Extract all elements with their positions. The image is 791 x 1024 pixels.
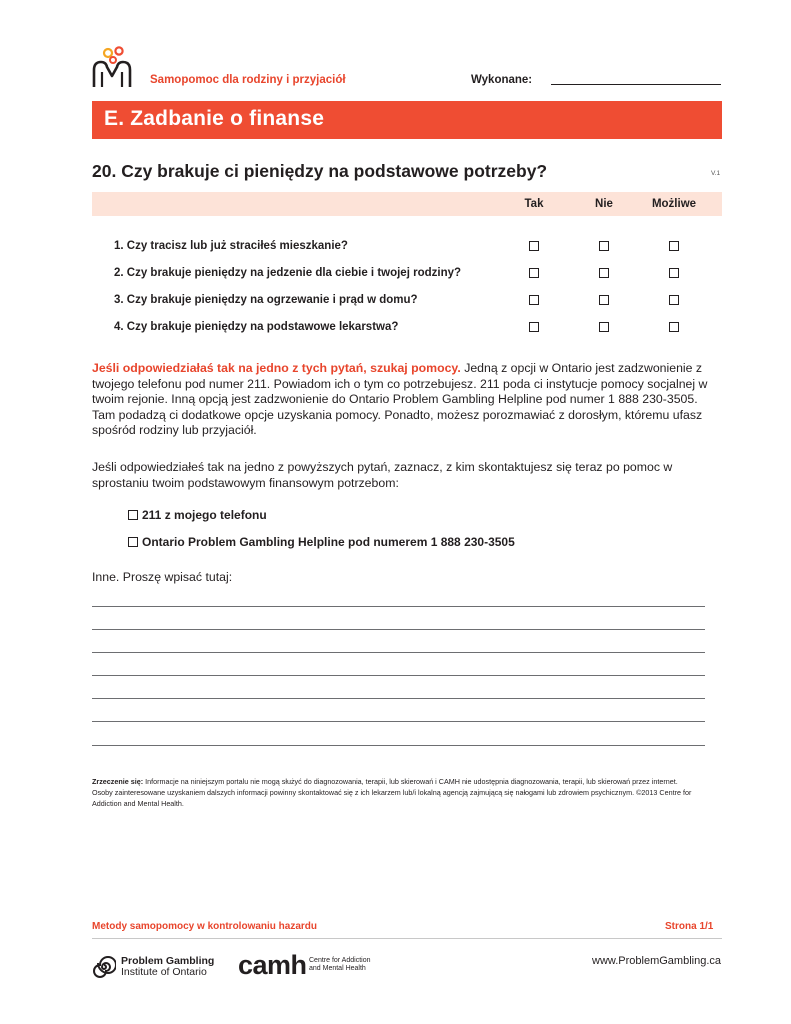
camh-subtitle-line2: and Mental Health <box>309 965 366 972</box>
disclaimer-text: Informacje na niniejszym portalu nie mogą służyć do diagnozowania, terapii, lub skierowań i CAMH nie udostępnia diagnozowania, terapii, lub skierowań przez internet. Osoby zainteresowane uzyskaniem dalszych informacji powinny skontaktować się z ich lekarzem lub/i lokalną agencją zajmującą się nałogami lub zdrowiem psychicznym. ©2013 Centre for Addiction and Mental Health. <box>92 777 692 808</box>
option-helpline[interactable] <box>128 535 515 549</box>
option-211[interactable] <box>128 508 267 522</box>
checkbox-q4-yes[interactable] <box>529 322 539 332</box>
write-line[interactable] <box>92 629 705 630</box>
question-row-2: 2. Czy brakuje pieniędzy na jedzenie dla ciebie i twojej rodziny? <box>114 267 462 279</box>
option-helpline-label: Ontario Problem Gambling Helpline pod numerem 1 888 230-3505 <box>142 535 515 549</box>
checkbox-211[interactable] <box>128 510 138 520</box>
write-line[interactable] <box>92 675 705 676</box>
footer-series-title: Metody samopomocy w kontrolowaniu hazardu <box>92 921 318 932</box>
checkbox-q4-maybe[interactable] <box>669 322 679 332</box>
spiral-icon <box>92 955 116 979</box>
question-row-3: 3. Czy brakuje pieniędzy na ogrzewanie i prąd w domu? <box>114 294 418 306</box>
contact-instruction: Jeśli odpowiedziałeś tak na jedno z powyższych pytań, zaznacz, z kim skontaktujesz się teraz po pomoc w sprostaniu twoim podstawowym finansowym potrzebom: <box>92 460 673 490</box>
disclaimer-label: Zrzeczenie się: <box>92 777 144 786</box>
checkbox-q2-no[interactable] <box>599 268 609 278</box>
camh-subtitle <box>309 957 370 973</box>
checkbox-q3-maybe[interactable] <box>669 295 679 305</box>
pgio-name-line2: Institute of Ontario <box>121 966 207 978</box>
footer-divider <box>92 938 722 939</box>
pgio-name-line1: Problem Gambling <box>121 954 215 967</box>
disclaimer <box>92 776 692 809</box>
section-title: E. Zadbanie o finanse <box>104 107 325 130</box>
checkbox-q3-yes[interactable] <box>529 295 539 305</box>
other-label: Inne. Proszę wpisać tutaj: <box>92 570 233 584</box>
completed-signature-line[interactable] <box>551 84 721 85</box>
camh-logo: camh <box>238 950 307 980</box>
pgio-logo <box>92 955 214 979</box>
camh-subtitle-line1: Centre for Addiction <box>309 957 371 964</box>
completed-label: Wykonane: <box>471 74 533 86</box>
checkbox-q2-maybe[interactable] <box>669 268 679 278</box>
help-highlight: Jeśli odpowiedziałaś tak na jedno z tych pytań, szukaj pomocy. <box>92 361 461 375</box>
checkbox-q1-maybe[interactable] <box>669 241 679 251</box>
version-label: V.1 <box>711 170 721 177</box>
option-211-label: 211 z mojego telefonu <box>142 508 267 522</box>
question-row-4: 4. Czy brakuje pieniędzy na podstawowe lekarstwa? <box>114 321 399 333</box>
write-line[interactable] <box>92 745 705 746</box>
question-row-1: 1. Czy tracisz lub już straciłeś mieszkanie? <box>114 240 348 252</box>
checkbox-q3-no[interactable] <box>599 295 609 305</box>
checkbox-helpline[interactable] <box>128 537 138 547</box>
column-no: Nie <box>595 198 613 210</box>
checkbox-q1-yes[interactable] <box>529 241 539 251</box>
write-line[interactable] <box>92 606 705 607</box>
checkbox-q2-yes[interactable] <box>529 268 539 278</box>
page-number: Strona 1/1 <box>665 921 714 932</box>
column-yes: Tak <box>524 198 544 210</box>
write-line[interactable] <box>92 652 705 653</box>
org-title: Samopomoc dla rodziny i przyjaciół <box>150 74 346 86</box>
help-body: Jedną z opcji w Ontario jest zadzwonienie z twojego telefonu pod numer 211. Powiadom ich o tym co potrzebujesz. 211 poda ci instytucje pomocy socjalnej w twoim rejonie. Inną opcją jest zadzwonienie do Ontario Problem Gambling Helpline pod numer 1 888 230-3505. Tam podadzą ci dodatkowe opcje uzyskania pomocy. Ponadto, możesz porozmawiać z dorosłym, któremu ufasz spośród rodziny lub przyjaciół. <box>92 361 708 437</box>
checkbox-q1-no[interactable] <box>599 241 609 251</box>
write-line[interactable] <box>92 698 705 699</box>
help-paragraph <box>92 361 722 439</box>
write-line[interactable] <box>92 721 705 722</box>
column-maybe: Możliwe <box>651 198 697 210</box>
question-heading: 20. Czy brakuje ci pieniędzy na podstawowe potrzeby? <box>92 161 548 181</box>
website-link[interactable]: www.ProblemGambling.ca <box>592 955 721 967</box>
answer-column-band <box>92 192 722 216</box>
checkbox-q4-no[interactable] <box>599 322 609 332</box>
family-figures-icon <box>92 46 132 88</box>
